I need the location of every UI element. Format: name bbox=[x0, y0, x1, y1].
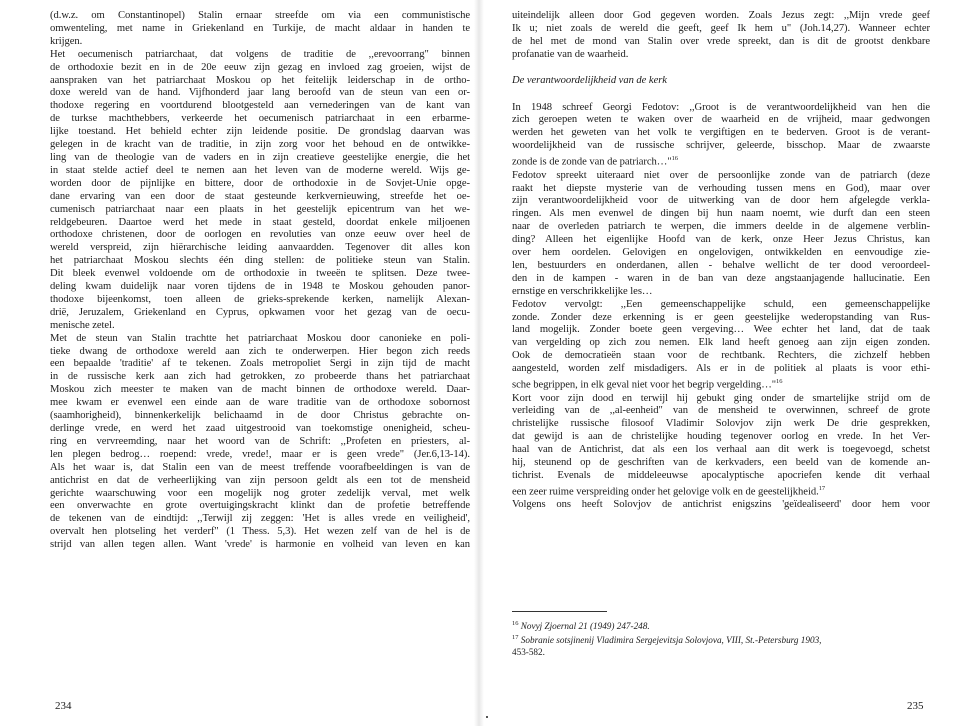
text-line: de hel met de mond van Stalin over vrede spreekt, dan is dit de grootst denkbare bbox=[512, 35, 930, 47]
text-line: ring en vervreemding, naar het woord van de Schrift: ,,Profeten en priesters, al- bbox=[50, 435, 470, 447]
text-line: ringen. Als men evenwel de dingen bij hun naam noemt, wie durft dan een steen bbox=[512, 208, 930, 220]
text-line: profanatie van de waarheid. bbox=[512, 48, 629, 60]
text-line: Fedotov vervolgt: ,,Een gemeenschappelijke schuld, een gemeenschappelijke bbox=[512, 298, 930, 310]
text-line: verleiding van de ,,al-eenheid" van de mensheid te overwinnen, schreef de grote bbox=[512, 405, 930, 417]
footnote-17-continued: 453-582. bbox=[512, 647, 545, 658]
page-number-right: 235 bbox=[907, 700, 924, 712]
text-line: van vergelding op zich zou nemen. Elk land heeft genoeg aan zijn eigen zonden. bbox=[512, 337, 930, 349]
center-mark bbox=[486, 716, 488, 718]
text-line: len, bestuurders en onderdanen, allen - behalve wellicht de ter dood veroordeel- bbox=[512, 259, 930, 271]
text-line: tichrist. Evenals de middeleeuwse apocalyptische apocriefen kende dit verhaal bbox=[512, 469, 930, 481]
text-line: haal van de Antichrist, dat als een los verhaal aan dit werk is toegevoegd, schetst bbox=[512, 444, 930, 456]
text-line: over hem oordelen. Gelovigen en ongelovigen, ontwikkelden en eenvoudige zie- bbox=[512, 247, 930, 259]
text-line: overvalt hen plotseling het verderf" (1 Thess. 5,3). Het wezen zelf van de hel is de bbox=[50, 526, 470, 538]
text-line: drië, Jeruzalem, Griekenland en Cyprus, opkwamen voor het gezag van de oecu- bbox=[50, 306, 470, 318]
text-line: mee kwam er evenwel een einde aan de ware traditie van de orthodoxe sobornost bbox=[50, 397, 470, 409]
text-line: In 1948 schreef Georgi Fedotov: ,,Groot is de verantwoordelijkheid van hen die bbox=[512, 101, 930, 113]
text-line: (saamhorigheid), binnenkerkelijk belichaamd in de door Christus gebrachte on- bbox=[50, 410, 470, 422]
text-line: raakt het diepste mysterie van de verhouding tussen mens en God), maar over bbox=[512, 182, 930, 194]
text-line: het patriarchaat Moskou slechts één ding stellen: de politieke steun van Stalin. bbox=[50, 255, 470, 267]
text-line: in staat stelde actief deel te nemen aan het leven van de moderne wereld. Wijs ge- bbox=[50, 164, 470, 176]
text-line: (d.w.z. om Constantinopel) Stalin ernaar streefde om via een communistische bbox=[50, 10, 470, 21]
text-line: Moskou zich meester te maken van de macht binnen de orthodoxe wereld. Daar- bbox=[50, 384, 470, 396]
text-line: Het oecumenisch patriarchaat, dat volgens de traditie de ,,erevoorrang" binnen bbox=[50, 48, 470, 60]
footnote-17: $^{17}$ Sobranie sotsjinenij Vladimira Sergejevitsja Solovjova, VIII, St.-Petersburg 1903, bbox=[512, 634, 822, 646]
footnotes bbox=[512, 611, 930, 658]
text-line: Ik u; niet zoals de wereld die geeft, geef Ik hem u" (Joh.14,27). Wanneer echter bbox=[512, 22, 930, 34]
text-line: zijn verantwoordelijkheid voor de uitwerking van de door hem afgelegde verkla- bbox=[512, 195, 930, 207]
text-line: Ook de democratieën staan voor de rechtbank. Rechters, die zichzelf hebben bbox=[512, 350, 930, 362]
text-line: Volgens ons heeft Solovjov de antichrist enigszins 'geïdealiseerd' door hem voor bbox=[512, 499, 930, 511]
text-line: de turkse machthebbers, verkeerde het oecumenisch patriarchaat in een erbarme- bbox=[50, 113, 470, 125]
footnote-reference: 16 bbox=[776, 378, 783, 386]
text-line: cumenisch patriarchaat naar een plaats in het geestelijk epicentrum van het we- bbox=[50, 203, 470, 215]
text-line: deling kwam duidelijk naar voren tijdens de in 1948 te Moskou gehouden panor- bbox=[50, 281, 470, 293]
footnote-reference: 16 bbox=[671, 155, 679, 163]
text-line: zonde is de zonde van de patriarch…"$^{16}$ bbox=[512, 155, 679, 168]
text-line: zich geroepen weten te waken over de waarheid en de vrijheid, maar gedwongen bbox=[512, 114, 930, 126]
text-line: strijd van allen tegen allen. Want 'vrede' is harmonie en volheid van leven en kan bbox=[50, 539, 470, 551]
text-line: een onverwachte en grote overtuigingskracht klinkt dan de profetie betreffende bbox=[50, 500, 470, 512]
text-line: hij, steunend op de geschriften van de kerkvaders, een beeld van de komende an- bbox=[512, 457, 930, 469]
text-line: thodoxe bijeenkomst, toen alleen de grieks-sprekende kerken, namelijk Alexan- bbox=[50, 293, 470, 305]
footnote-rule bbox=[512, 611, 607, 612]
text-line: worden door de pijnlijke en bittere, door de orthodoxie in de Sovjet-Unie opge- bbox=[50, 177, 470, 189]
text-line: in de russische kerk aan zich had getrokken, zo probeerde thans het patriarchaat bbox=[50, 371, 470, 383]
text-line: ding? Alleen het eigenlijke Hoofd van de kerk, onze Heer Jezus Christus, kan bbox=[512, 234, 930, 246]
footnote-reference: 17 bbox=[818, 484, 826, 492]
text-line: dat gewijd is aan de christelijke houding tegenover oorlog en vrede. In het Ver- bbox=[512, 431, 930, 443]
text-line: gelegen in de kracht van de traditie, in zijn zorg voor het behoud en de ontwikke- bbox=[50, 139, 470, 151]
text-line: len plegen bedrog… roepend: vrede, vrede!, maar er is geen vrede" (Jer.6,13-14). bbox=[50, 448, 470, 460]
text-line: ling van de theologie van de vaders en in zijn creatieve geestelijke energie, die het bbox=[50, 151, 470, 163]
text-line: reldgebeuren. Daartoe werd het mede in staat gesteld, doordat enkele miljoenen bbox=[50, 216, 470, 228]
text-line: doxe wereld van de hand. Vijfhonderd jaar lang beroofd van de steun van een or- bbox=[50, 87, 470, 99]
text-line: de tekenen van de eindtijd: ,,Terwijl zij zeggen: 'Het is alles vrede en veiligheid', bbox=[50, 513, 470, 525]
section-heading: De verantwoordelijkheid van de kerk bbox=[512, 74, 667, 86]
text-line: tieke dwang de orthodoxe wereld aan zich te onderwerpen. Hier begon zich reeds bbox=[50, 345, 470, 357]
text-line: lijke toestand. Het behield echter zijn leidende positie. De grondslag daarvan was bbox=[50, 126, 470, 138]
text-line: aanspraken van het patriarchaat Moskou op het feitelijk leiderschap in de ortho- bbox=[50, 74, 470, 86]
text-line: Kort voor zijn dood en terwijl hij gebukt ging onder de smartelijke strijd om de bbox=[512, 392, 930, 404]
text-line: naar de overleden patriarch te werpen, die immers deelde in de algemene verblin- bbox=[512, 221, 930, 233]
text-line: land mogelijk. Zonder boete geen vergeving… Wee echter het land, dat de taak bbox=[512, 324, 930, 336]
text-line: uiteindelijk alleen door God gegeven worden. Zoals Jezus zegt: ,,Mijn vrede geef bbox=[512, 10, 930, 21]
text-line: christelijke russische filosoof Vladimir Solovjov zijn werk De drie gesprekken, bbox=[512, 418, 930, 430]
text-line: orthodoxe christenen, door de oorlogen en revoluties van onze eeuw over heel de bbox=[50, 229, 470, 241]
text-line: gerichte waarschuwing voor een mogelijk nog groter zedelijk verval, met welk bbox=[50, 487, 470, 499]
page-number-left: 234 bbox=[55, 700, 72, 712]
text-line: krijgen. bbox=[50, 35, 83, 47]
text-line: Als het waar is, dat Stalin een van de meest treffende voorafbeeldingen is van de bbox=[50, 461, 470, 473]
text-line: Dit bleek evenwel voldoende om de orthodoxie in tweeën te splitsen. Deze twee- bbox=[50, 268, 470, 280]
text-line: zonde. Zonder deze erkenning is er geen geestelijke wederopstanding van Rus- bbox=[512, 311, 930, 323]
footnote-16: $^{16}$ Novyj Zjoernal 21 (1949) 247-248. bbox=[512, 620, 650, 632]
text-line: ernstige en verschrikkelijke les… bbox=[512, 285, 653, 297]
text-line: thodoxe regering en voortdurend blootgesteld aan vernederingen van de kant van bbox=[50, 100, 470, 112]
text-line: aangesteld, worden zelf misdadigers. Als er in de politiek al plaats is voor ethi- bbox=[512, 363, 930, 375]
text-line: een bepaalde 'traditie' af te tekenen. Zoals metropoliet Sergi in zijn tijd de macht bbox=[50, 358, 470, 370]
left-page-body-text bbox=[50, 10, 470, 552]
text-line: wereld verspreid, zijn hiërarchische leiding aanvaardden. Tegenover dit alles kon bbox=[50, 242, 470, 254]
right-page bbox=[479, 0, 958, 726]
text-line: de orthodoxie bezit en in de 20e eeuw zijn gezag en invloed zag groeien, wijst de bbox=[50, 61, 470, 73]
text-line: derlinge vrede, en werd het zaad uitgestrooid van toekomstige onenigheid, scheu- bbox=[50, 423, 470, 434]
text-line: dane ervaring van een door de staat gesteunde kerkvernieuwing, streefde het oe- bbox=[50, 190, 470, 202]
text-line: werden het geweten van het volk te vergiftigen en te bederven. Groot is de verant- bbox=[512, 127, 930, 139]
text-line: een zeer ruime verspreiding onder het gelovige volk en de geestelijkheid.$^{17}$ bbox=[512, 484, 826, 498]
text-line: menische zetel. bbox=[50, 319, 115, 331]
text-line: antichrist en dat de verheerlijking van zijn persoon geldt als een tot de mensheid bbox=[50, 474, 470, 486]
text-line: woordelijkheid van de russische schrijver, geleerde, bisschop. Maar de zwaarste bbox=[512, 140, 930, 152]
text-line: den in de kampen - waren in de ban van deze angstaanjagende hallucinatie. Een bbox=[512, 272, 930, 284]
text-line: Met de steun van Stalin trachtte het patriarchaat Moskou door canonieke en poli- bbox=[50, 332, 470, 344]
right-page-body-text bbox=[512, 10, 930, 512]
text-line: sche begrippen, in elk geval niet voor het begrip vergelding…"$^{16}$ bbox=[512, 378, 783, 391]
text-line: Fedotov spreekt uiteraard niet over de persoonlijke zonde van de patriarch (deze bbox=[512, 169, 930, 181]
text-line: omwenteling, met name in Griekenland en Turkije, de macht aldaar in handen te bbox=[50, 22, 470, 34]
